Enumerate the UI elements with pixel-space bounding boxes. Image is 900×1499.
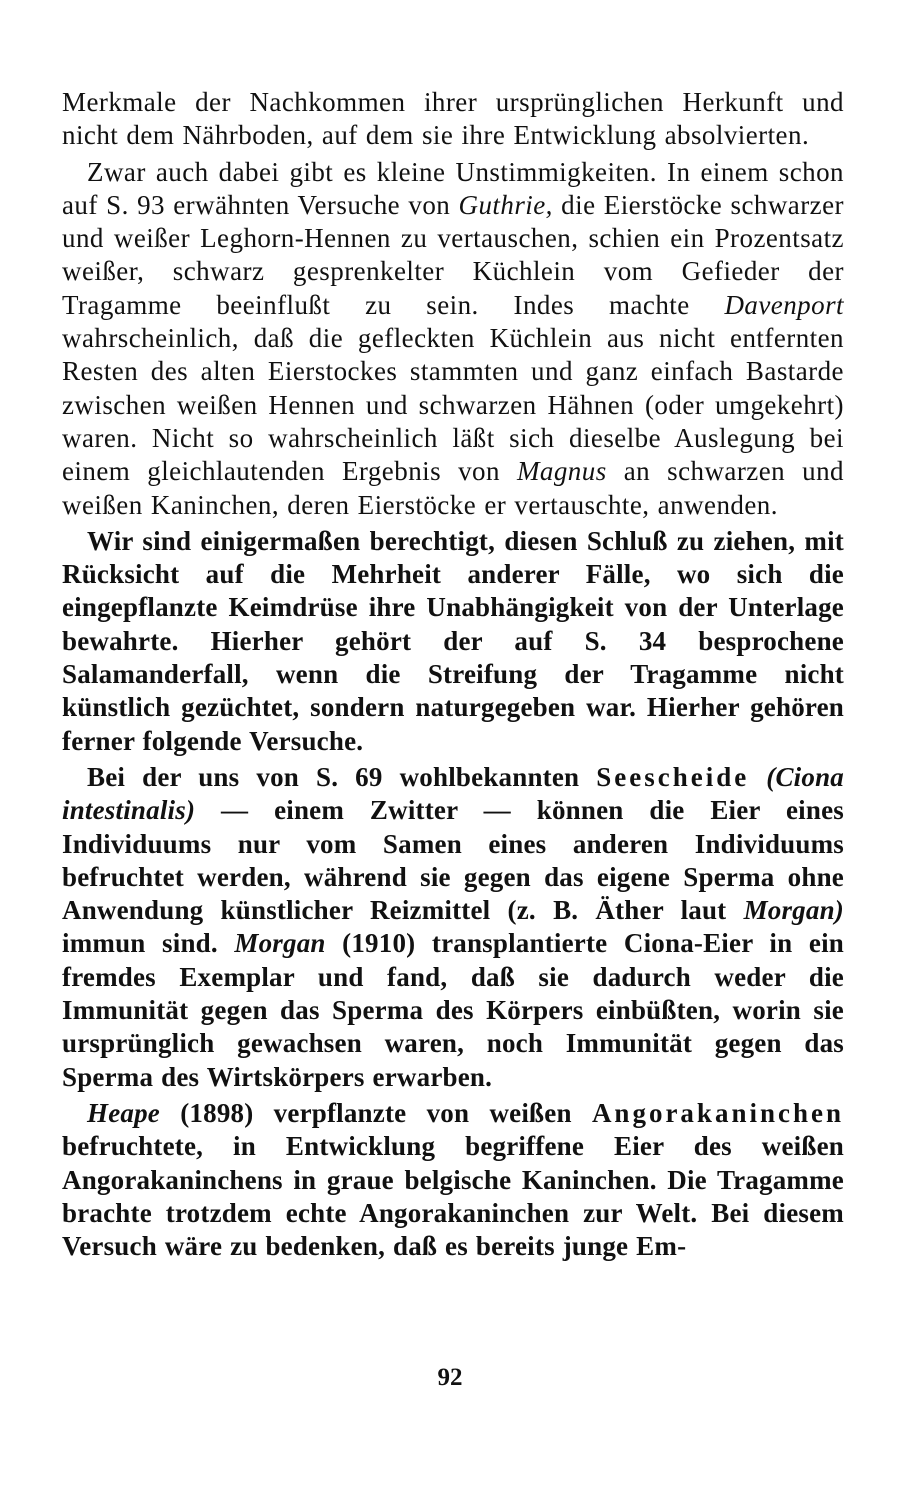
text-run: Zwar auch dabei gibt es kleine Unstimmigkeiten. In einem schon auf S. 93 erwähnten Versuche von bbox=[62, 156, 844, 220]
italic-text: Morgan) bbox=[743, 895, 844, 926]
text-run: an schwarzen und weißen Kaninchen, deren Eierstöcke er vertauschte, anwenden. bbox=[62, 456, 844, 520]
page-text bbox=[62, 86, 844, 1263]
text-run: (1898) verpflanzte von weißen bbox=[159, 1097, 592, 1128]
paragraph bbox=[62, 761, 844, 1094]
italic-text: Heape bbox=[87, 1097, 160, 1128]
text-run: (1910) transplantierte Ciona-Eier in ein fremdes Exemplar und fand, daß sie dadurch weder die Immunität gegen das Sperma des Körpers einbüßten, worin sie ursprünglich gewachsen waren, noch Immunität gegen das Sperma des Wirtskörpers erwarben. bbox=[62, 928, 844, 1092]
paragraph bbox=[62, 1097, 844, 1263]
text-run bbox=[749, 762, 766, 792]
italic-text: Davenport bbox=[724, 289, 844, 320]
spaced-text: Angorakaninchen bbox=[591, 1097, 844, 1128]
text-run: Merkmale der Nachkommen ihrer ursprünglichen Herkunft und nicht dem Nährboden, auf dem sie ihre Entwicklung absolvierten. bbox=[62, 87, 844, 151]
paragraph bbox=[62, 86, 844, 153]
paragraph bbox=[62, 525, 844, 758]
text-run: die Eierstöcke schwarzer und weißer Leghorn-Hennen zu vertauschen, schien ein Prozentsatz weißer, schwarz gesprenkelter Küchlein vom Gefieder der Tragamme beeinflußt zu sein. Indes machte bbox=[62, 189, 844, 320]
italic-text: Magnus bbox=[516, 456, 607, 487]
italic-text: Guthrie, bbox=[458, 189, 553, 220]
spaced-text: Seescheide bbox=[596, 761, 750, 792]
text-run: Wir sind einigermaßen berechtigt, diesen Schluß zu ziehen, mit Rücksicht auf die Mehrheit anderer Fälle, wo sich die eingepflanzte Keimdrüse ihre Unabhängigkeit von der Unterlage bewahrte. Hierher gehört der auf S. 34 besprochene Salamanderfall, wenn die Streifung der Tragamme nicht künstlich gezüchtet, sondern naturgegeben war. Hierher gehören ferner folgende Versuche. bbox=[62, 525, 844, 756]
text-run: befruchtete, in Entwicklung begriffene Eier des weißen Angorakaninchens in graue belgische Kaninchen. Die Tragamme brachte trotzdem echte Angorakaninchen zur Welt. Bei diesem Versuch wäre zu bedenken, daß es bereits junge Em- bbox=[62, 1131, 844, 1262]
text-run: wahrscheinlich, daß die gefleckten Küchlein aus nicht entfernten Resten des alten Eierstockes stammten und ganz einfach Bastarde zwischen weißen Hennen und schwarzen Hähnen (oder umgekehrt) waren. Nicht so wahrscheinlich läßt sich dieselbe Auslegung bei einem gleichlautenden Ergebnis von bbox=[62, 323, 844, 487]
italic-text: (Ciona intestinalis) bbox=[62, 761, 844, 826]
paragraph bbox=[62, 156, 844, 522]
page-number: 92 bbox=[437, 1364, 463, 1391]
text-run: Bei der uns von S. 69 wohlbekannten bbox=[87, 761, 597, 792]
text-run: — einem Zwitter — können die Eier eines Individuums nur vom Samen eines anderen Individuums befruchtet werden, während sie gegen das eigene Sperma ohne Anwendung künstlicher Reizmittel (z. B. Äther laut bbox=[62, 795, 844, 926]
italic-text: Morgan bbox=[234, 928, 326, 959]
text-run: immun sind. bbox=[62, 928, 235, 959]
